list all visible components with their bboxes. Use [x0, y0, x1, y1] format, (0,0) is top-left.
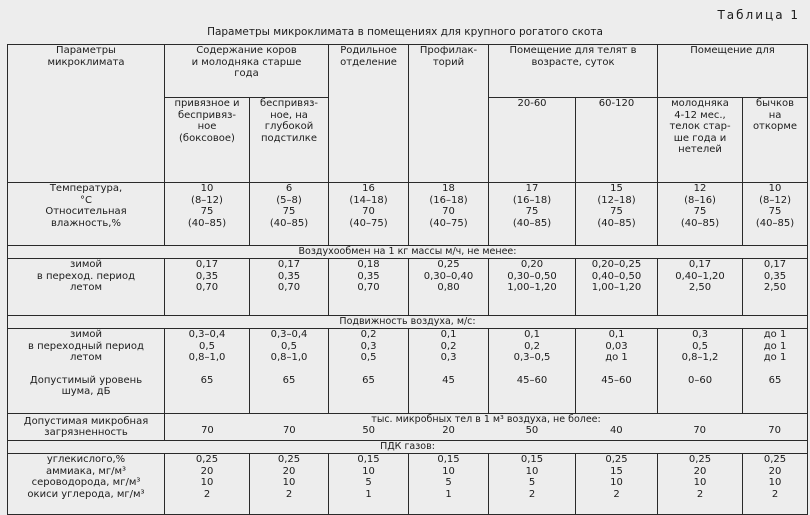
cell [250, 183, 329, 246]
spacer [490, 364, 574, 375]
cell-line: 0,18 [357, 259, 380, 270]
header-param [8, 45, 165, 183]
cell-line: 2,50 [688, 282, 712, 293]
cell-line: 75 [525, 206, 539, 217]
cell-line: 10 [768, 477, 782, 488]
cell-line: возрасте, суток [531, 56, 615, 68]
cell-line: 75 [768, 206, 782, 217]
cell-line: 0,15 [437, 454, 460, 465]
cell [489, 183, 576, 246]
cell-line: 10 [200, 183, 214, 194]
row-pdk [8, 454, 808, 515]
cell: 50 [525, 425, 539, 436]
subheader-60-120 [576, 98, 658, 183]
cell-line: Содержание коров [196, 45, 297, 56]
cell-line: 1 [365, 488, 372, 500]
cell-line: 75 [693, 206, 707, 217]
cell-line: 0,17 [195, 259, 219, 270]
cell [576, 329, 658, 414]
cell-line: 5 [365, 477, 372, 488]
cell-line: Помещение для телят в [509, 45, 637, 56]
cell [250, 259, 329, 316]
cell-line: (40–85) [755, 217, 795, 229]
header-rodil [329, 45, 409, 183]
spacer [577, 364, 656, 375]
cell [165, 183, 250, 246]
cell-line: (40–85) [512, 217, 552, 229]
cell-line: (40–85) [597, 217, 636, 229]
cell-line: 0,17 [688, 259, 712, 270]
cell-line: ное [197, 121, 217, 132]
cell-line: (40–75) [429, 217, 468, 229]
cell-line: сероводорода, мг/м³ [31, 477, 141, 488]
table-number: Таблица 1 [717, 8, 800, 22]
cell-line: 0,8–1,0 [270, 352, 308, 363]
row-temperature [8, 183, 808, 246]
cell-line: 0,17 [763, 259, 787, 270]
cell-line: 20-60 [517, 98, 547, 109]
cell-line: 0,35 [763, 270, 787, 282]
section-air-exchange: Воздухообмен на 1 кг массы м/ч, не менее: [8, 246, 808, 259]
spacer [410, 364, 487, 375]
cell-line: 0,20 [520, 259, 544, 270]
cell: 70 [768, 425, 781, 436]
cell [743, 329, 808, 414]
cell-line: нетелей [678, 144, 722, 155]
header-calves [489, 45, 658, 98]
cell-line: 0,03 [605, 340, 628, 352]
cell-line: 0,1 [440, 329, 457, 340]
cell-line: 0,25 [437, 259, 460, 270]
cell-line: 0,35 [357, 270, 380, 282]
cell-line: 45–60 [601, 374, 632, 386]
spacer [330, 364, 407, 375]
cell-line: Допустимый уровень [29, 374, 143, 386]
cell [489, 329, 576, 414]
cell [250, 329, 329, 414]
cell-line: 5 [528, 477, 536, 488]
cell: 70 [201, 425, 214, 436]
cell-line: Относительная [45, 206, 127, 217]
cell-line: (8–12) [759, 194, 791, 206]
row-label [8, 329, 165, 414]
cell-line: летом [69, 282, 103, 293]
cell-line: °С [80, 194, 92, 206]
cell-line: 15 [610, 183, 623, 194]
cell-line: загрязненность [44, 427, 128, 438]
cell-line: Помещение для [690, 45, 775, 56]
cell-line: 0,25 [277, 454, 301, 465]
cell-line: (боксовое) [179, 132, 235, 144]
cell [743, 183, 808, 246]
cell-line: 0,30–0,50 [507, 270, 557, 282]
cell [658, 329, 743, 414]
cell-line: торий [432, 56, 465, 68]
cell-line: 0,30–0,40 [423, 270, 474, 282]
cell-line: 0,5 [199, 340, 215, 352]
cell-line: Допустимая микробная [23, 415, 149, 427]
cell [409, 454, 489, 515]
cell-line: 0,25 [195, 454, 219, 465]
cell-line: углекислого,% [46, 454, 126, 465]
subheader-besprivyaz [250, 98, 329, 183]
cell-line: шума, дБ [61, 386, 111, 397]
cell-line: в переходный период [28, 340, 144, 352]
cell-line: (8–16) [684, 194, 716, 206]
cell-line: 0,8–1,2 [681, 352, 719, 363]
cell-line: 20 [200, 465, 214, 477]
spacer [659, 364, 741, 375]
cell [165, 259, 250, 316]
cell-line: 65 [200, 374, 214, 386]
cell-line: Родильное [340, 45, 397, 56]
microclimate-table [7, 44, 808, 515]
cell-line: 0,1 [608, 329, 625, 340]
table-title: Параметры микроклимата в помещениях для крупного рогатого скота [207, 26, 603, 38]
cell [165, 454, 250, 515]
cell-line: зимой [70, 259, 102, 270]
cell-line: 0,35 [277, 270, 301, 282]
cell-line: 65 [362, 374, 375, 386]
cell-line: 1,00–1,20 [507, 282, 557, 293]
cell-line: микроклимата [47, 56, 125, 68]
cell-line: 0,3 [440, 352, 457, 363]
section-air-mobility: Подвижность воздуха, м/с: [8, 316, 808, 329]
cell-line: 10 [200, 477, 214, 488]
cell-line: 0,2 [360, 329, 377, 340]
subheader-20-60 [489, 98, 576, 183]
cell-line: 0,80 [437, 282, 460, 293]
cell-line: 0,70 [195, 282, 219, 293]
cell-line: до 1 [763, 329, 787, 340]
cell-line: (40–85) [269, 217, 309, 229]
cell-line: молодняка [671, 98, 729, 109]
cell-line: 10 [610, 477, 623, 488]
cell: 50 [362, 425, 376, 436]
cell-line: 75 [282, 206, 296, 217]
cell-line: до 1 [763, 340, 787, 352]
cell [329, 259, 409, 316]
cell-line: Параметры [56, 45, 116, 56]
cell-line: 45–60 [516, 374, 548, 386]
cell-line: (14–18) [349, 194, 388, 206]
cell-line: 0,25 [688, 454, 712, 465]
cell-line: 0,5 [281, 340, 297, 352]
cell-line: 45 [442, 374, 455, 386]
cell-line: 0,20–0,25 [591, 259, 642, 270]
cell-line: 2 [528, 488, 536, 500]
cell-line: 0,3–0,4 [188, 329, 226, 340]
row-air-exchange [8, 259, 808, 316]
cell [658, 259, 743, 316]
cell-line: 5 [445, 477, 452, 488]
cell-line: в переход. период [36, 270, 136, 282]
cell-line: 75 [200, 206, 214, 217]
cell: 40 [609, 425, 623, 436]
cell-line: подстилке [261, 132, 317, 144]
cell-line: 10 [442, 465, 455, 477]
cell [489, 454, 576, 515]
cell-line: (16–18) [429, 194, 468, 206]
cell-line: 0,25 [605, 454, 628, 465]
header-profil [409, 45, 489, 183]
cell-line: 2 [696, 488, 704, 500]
header-cows [165, 45, 329, 98]
cell [658, 183, 743, 246]
cell-line: влажность,% [51, 217, 121, 229]
cell-line: летом [69, 352, 103, 363]
cell-line: 15 [610, 465, 623, 477]
cell-line: 10 [525, 465, 539, 477]
cell-line: беспривяз- [259, 98, 319, 109]
cell-line: 6 [285, 183, 293, 194]
cell-line: Профилак- [419, 45, 478, 56]
cell-line: года [234, 68, 259, 79]
cell: 20 [442, 425, 455, 436]
cell-line: 2 [285, 488, 293, 500]
cell-line: 4-12 мес., [674, 109, 726, 121]
cell-line: 0,35 [195, 270, 219, 282]
cell-line: 10 [693, 477, 707, 488]
cell-line: 20 [282, 465, 296, 477]
row-microbial [8, 414, 808, 441]
cell-line: 0,3 [360, 340, 377, 352]
cell-line: 2 [203, 488, 211, 500]
cell-line: (40–75) [349, 217, 388, 229]
cell [743, 259, 808, 316]
cell-line: 0,40–1,20 [675, 270, 725, 282]
cell [409, 183, 489, 246]
cell-line: 10 [768, 183, 782, 194]
cell-line: 2,50 [763, 282, 787, 293]
cell-line: привязное и [174, 98, 240, 109]
cell-line: (12–18) [597, 194, 636, 206]
cell-line: Температура, [49, 183, 123, 194]
row-label [8, 454, 165, 515]
spacer [166, 364, 248, 375]
cell [165, 329, 250, 414]
header-pomesh [658, 45, 808, 98]
cell [329, 329, 409, 414]
cell-line: 0,15 [357, 454, 380, 465]
subheader-privyaz [165, 98, 250, 183]
row-label [8, 183, 165, 246]
cell-line: до 1 [605, 352, 628, 363]
row-label [8, 414, 165, 441]
cell-line: 0,5 [692, 340, 708, 352]
cell-line: 2 [613, 488, 620, 500]
cell [576, 183, 658, 246]
cell-line: 65 [768, 374, 782, 386]
cell-line: (8–12) [191, 194, 223, 206]
cell-line: 16 [362, 183, 375, 194]
cell-line: 0,70 [277, 282, 301, 293]
cell-line: 65 [282, 374, 296, 386]
cell-line: 12 [693, 183, 707, 194]
cell-line: 0,17 [277, 259, 301, 270]
cell-line: 0,70 [357, 282, 380, 293]
cell-line: 17 [525, 183, 539, 194]
cell-line: 2 [771, 488, 779, 500]
cell-line: (40–85) [680, 217, 720, 229]
cell-line: 70 [362, 206, 375, 217]
subheader-bychki [743, 98, 808, 183]
cell-line: 20 [768, 465, 782, 477]
cell [576, 259, 658, 316]
cell-line: 0–60 [687, 374, 713, 386]
cell-line: окиси углерода, мг/м³ [27, 488, 145, 500]
cell-line: до 1 [763, 352, 787, 363]
cell-line: беспривяз- [177, 109, 237, 121]
cell-line: аммиака, мг/м³ [45, 465, 127, 477]
cell-line: 70 [442, 206, 455, 217]
cell-line: 0,2 [440, 340, 457, 352]
cell-line: 0,3–0,5 [513, 352, 551, 363]
cell-line: 0,15 [520, 454, 544, 465]
cell-line: 0,3–0,4 [270, 329, 308, 340]
cell-line: 75 [610, 206, 623, 217]
cell [329, 183, 409, 246]
cell-line: глубокой [264, 121, 314, 132]
cell-line: на [768, 109, 782, 121]
cell-line: зимой [70, 329, 102, 340]
cell-line: 0,8–1,0 [188, 352, 226, 363]
cell [250, 454, 329, 515]
cell-line: 18 [442, 183, 455, 194]
cell-line: отделение [340, 56, 397, 68]
cell-line: и молодняка старше [191, 56, 302, 68]
cell [743, 454, 808, 515]
cell-line: бычков [756, 98, 795, 109]
row-air-mobility [8, 329, 808, 414]
cell-line: 0,40–0,50 [591, 270, 642, 282]
cell-line: 0,5 [360, 352, 377, 363]
cell-line: 10 [282, 477, 296, 488]
cell [658, 454, 743, 515]
subheader-molod [658, 98, 743, 183]
cell-line: (16–18) [512, 194, 552, 206]
cell-line: (5–8) [276, 194, 302, 206]
cell-line: 20 [693, 465, 707, 477]
cell-line: ше года и [673, 132, 727, 144]
spacer [744, 364, 806, 375]
cell-line: 0,2 [524, 340, 540, 352]
cell [409, 329, 489, 414]
cell-line: 10 [362, 465, 375, 477]
cell-line: ное, на [270, 109, 308, 121]
cell-line: 60-120 [598, 98, 635, 109]
cell-line: 0,3 [692, 329, 708, 340]
spacer [251, 364, 327, 375]
cell [329, 454, 409, 515]
cell-line: 0,25 [763, 454, 787, 465]
cell-line: 1 [445, 488, 452, 500]
cell-line: 0,1 [524, 329, 540, 340]
spacer [9, 364, 163, 375]
row-label [8, 259, 165, 316]
cell: 70 [282, 425, 296, 436]
cell-line: телок стар- [669, 121, 731, 132]
microbial-note: тыс. микробных тел в 1 м³ воздуха, не более: [371, 414, 601, 425]
cell [409, 259, 489, 316]
cell-line: откорме [752, 121, 798, 132]
cell [576, 454, 658, 515]
cell-line: (40–85) [187, 217, 227, 229]
cell: 70 [693, 425, 707, 436]
cell-line: 1,00–1,20 [591, 282, 642, 293]
cell [489, 259, 576, 316]
section-pdk: ПДК газов: [8, 441, 808, 454]
